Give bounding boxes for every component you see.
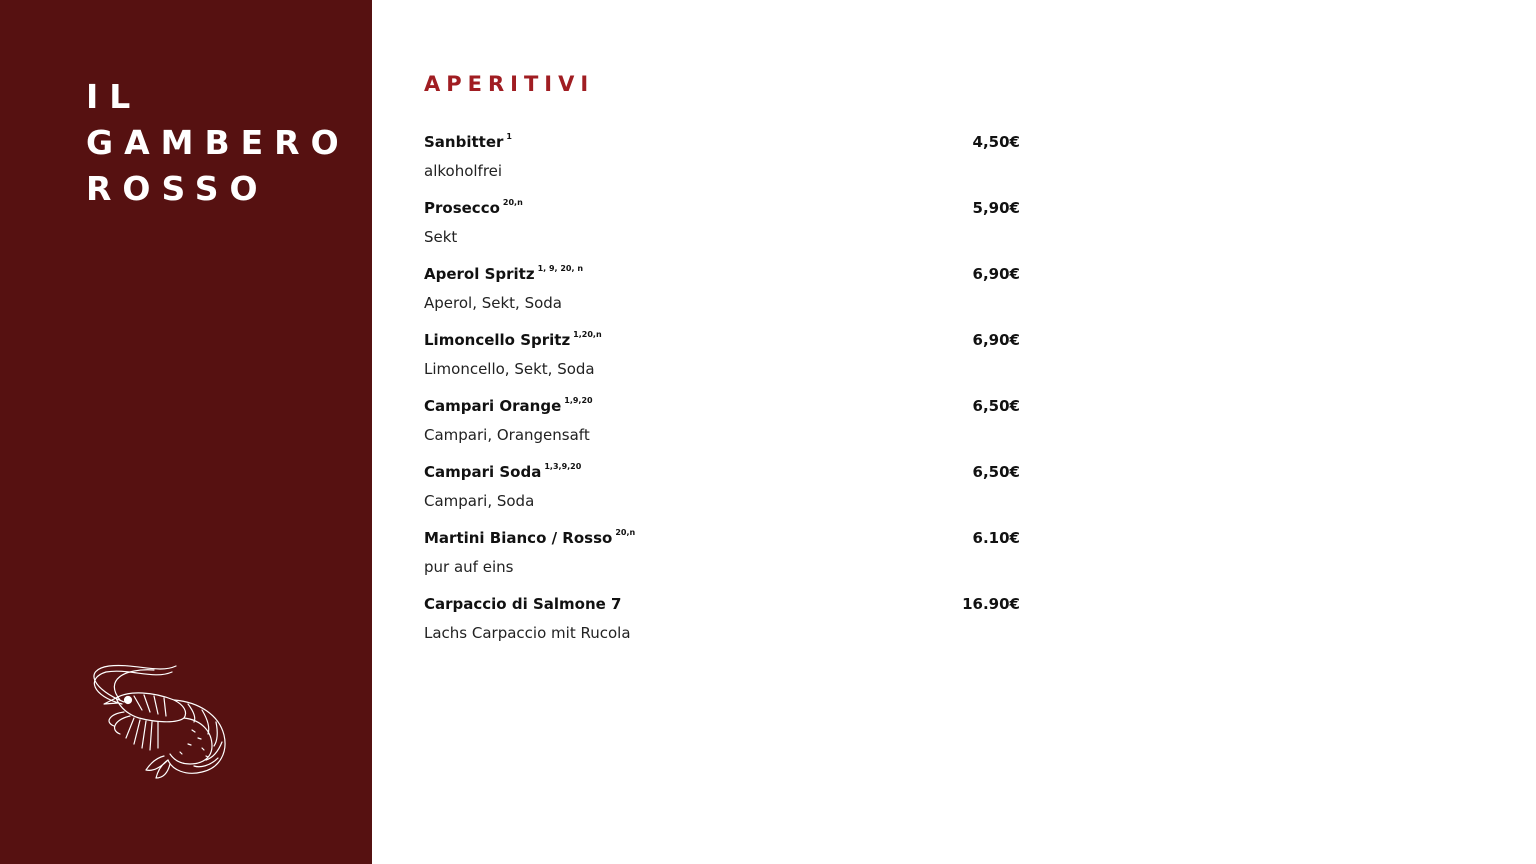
restaurant-name-line-1: IL [86, 77, 142, 116]
allergen-codes: 20,n [615, 528, 636, 537]
restaurant-name [86, 74, 350, 212]
menu-list [424, 133, 1020, 661]
item-name: Sanbitter $^1$ [424, 132, 512, 151]
menu-item [424, 529, 1020, 595]
allergen-codes: 1,3,9,20 [544, 462, 582, 471]
item-description: Aperol, Sekt, Soda [424, 294, 562, 312]
menu-content [424, 0, 1024, 864]
item-name: Martini Bianco / Rosso $^{20,n}$ [424, 528, 636, 547]
item-description: alkoholfrei [424, 162, 503, 180]
item-description: Limoncello, Sekt, Soda [424, 360, 595, 378]
item-price: 16.90€ [962, 595, 1020, 613]
item-description: Campari, Soda [424, 492, 535, 510]
item-description: Sekt [424, 228, 458, 246]
item-price: 6,50€ [972, 397, 1020, 415]
restaurant-name-line-2: GAMBERO [86, 123, 350, 162]
item-description: Campari, Orangensaft [424, 426, 590, 444]
allergen-codes: 1,20,n [573, 330, 602, 339]
item-name: Campari Orange $^{1,9,20}$ [424, 396, 593, 415]
item-name: Prosecco $^{20,n}$ [424, 198, 523, 217]
menu-item [424, 463, 1020, 529]
menu-item [424, 199, 1020, 265]
item-price: 4,50€ [972, 133, 1020, 151]
allergen-codes: 1 [506, 132, 512, 141]
shrimp-icon [84, 660, 234, 780]
item-name: Carpaccio di Salmone 7 [424, 595, 622, 613]
item-name: Limoncello Spritz $^{1,20,n}$ [424, 330, 602, 349]
item-description: Lachs Carpaccio mit Rucola [424, 624, 631, 642]
item-price: 6,90€ [972, 331, 1020, 349]
allergen-codes: 1,9,20 [564, 396, 593, 405]
item-name: Campari Soda $^{1,3,9,20}$ [424, 462, 582, 481]
section-title: APERITIVI [424, 72, 595, 96]
menu-item [424, 595, 1020, 661]
menu-item [424, 265, 1020, 331]
menu-item [424, 331, 1020, 397]
item-price: 5,90€ [972, 199, 1020, 217]
menu-item [424, 397, 1020, 463]
item-price: 6.10€ [972, 529, 1020, 547]
menu-item [424, 133, 1020, 199]
allergen-codes: 1, 9, 20, n [537, 264, 584, 273]
restaurant-name-line-3: ROSSO [86, 169, 269, 208]
allergen-codes: 20,n [502, 198, 523, 207]
item-description: pur auf eins [424, 558, 514, 576]
sidebar [0, 0, 372, 864]
item-price: 6,90€ [972, 265, 1020, 283]
item-price: 6,50€ [972, 463, 1020, 481]
item-name: Aperol Spritz $^{1, 9, 20, n}$ [424, 264, 584, 283]
